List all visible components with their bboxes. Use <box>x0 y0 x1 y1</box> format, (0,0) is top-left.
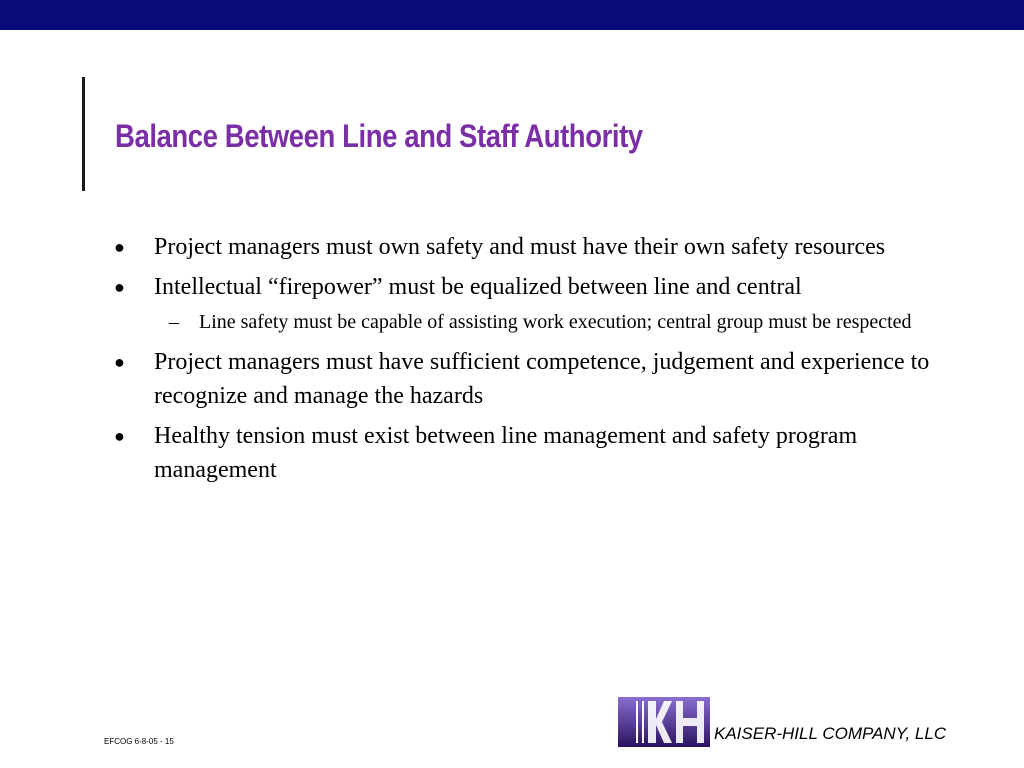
bullet-text: Healthy tension must exist between line management and safety program management <box>154 423 858 483</box>
company-name: KAISER-HILL COMPANY, LLC <box>714 724 947 743</box>
top-band <box>0 0 1024 30</box>
bullet-marker: ● <box>114 237 125 257</box>
bullet-text: Project managers must own safety and must have their own safety resources <box>154 234 886 260</box>
bullet-text: Intellectual “firepower” must be equalized between line and central <box>154 274 802 300</box>
sub-bullet-marker: – <box>169 311 179 333</box>
bullet-marker: ● <box>114 277 125 297</box>
bullet-item <box>114 270 934 304</box>
kaiser-hill-logo-icon <box>618 697 710 747</box>
sub-bullet-item <box>114 308 934 337</box>
sub-bullet-text: Line safety must be capable of assisting work execution; central group must be respected <box>199 311 912 333</box>
bullet-marker: ● <box>114 426 125 446</box>
bullet-text: Project managers must have sufficient competence, judgement and experience to recognize and manage the hazards <box>154 349 930 409</box>
bullet-marker: ● <box>114 352 125 372</box>
bullet-list <box>114 230 934 493</box>
title-rule <box>82 77 85 191</box>
bullet-item <box>114 345 934 413</box>
bullet-item <box>114 230 934 264</box>
slide-title: Balance Between Line and Staff Authority <box>115 118 643 154</box>
slide-footer-code: EFCOG 6-8-05 - 15 <box>104 737 174 746</box>
bullet-item <box>114 419 934 487</box>
